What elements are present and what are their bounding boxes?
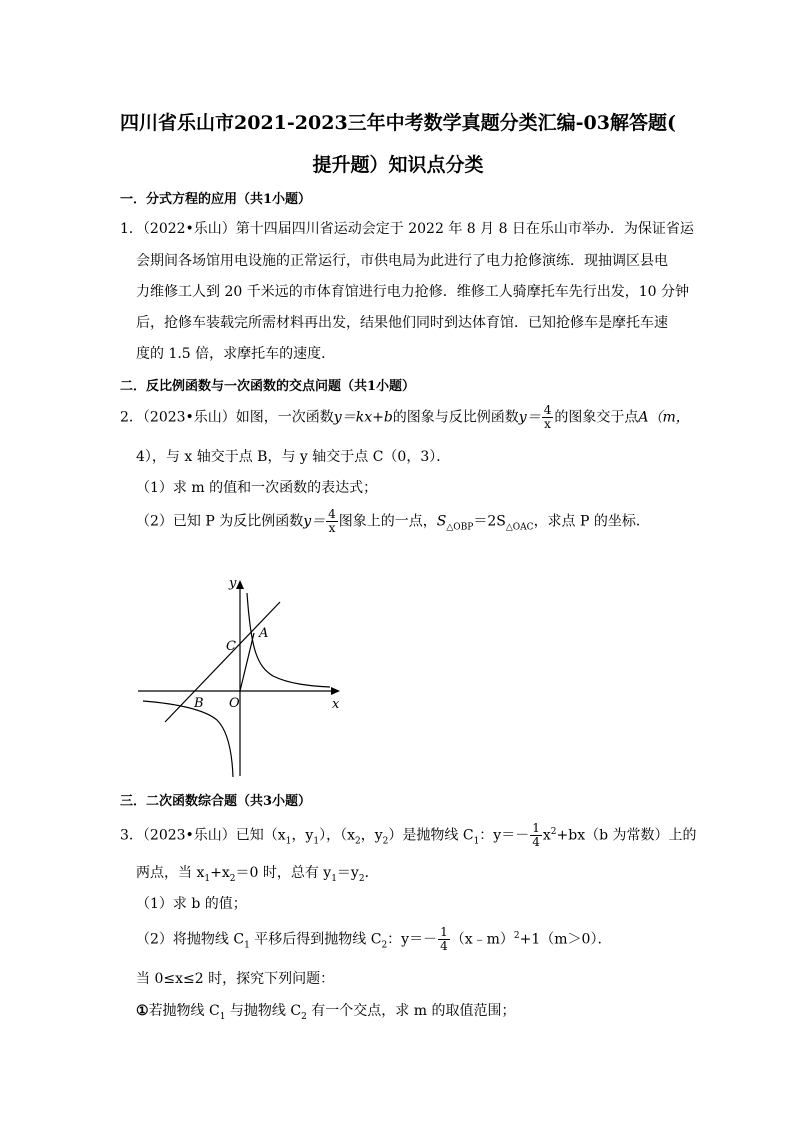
section-heading-2: 二．反比例函数与一次函数的交点问题（共1小题）: [120, 379, 416, 394]
page-title-line-2: 提升题）知识点分类: [312, 154, 484, 176]
q2-sub-1: （1）求 m 的值和一次函数的表达式；: [136, 480, 378, 496]
point-a-label: A: [259, 626, 269, 641]
q1-line-4: 后，抢修车装载完所需材料再出发，结果他们同时到达体育馆．已知抢修车是摩托车速: [136, 315, 668, 331]
q3-fraction-1-over-4: $\frac{1}{4}$: [532, 821, 540, 849]
origin-label: O: [229, 696, 240, 711]
q3-line-1: 3．（2023•乐山）已知（$x_1$，$y_1$），（$x_2$，$y_2$）是抛物线 $C_1$：y＝－ $\frac{1}{4}$ $x^2+bx(b$ 为常数）上的: [120, 821, 697, 849]
circled-one-icon: ①: [136, 1003, 149, 1019]
q2-line-2: 4），与 x 轴交于点 B，与 y 轴交于点 C（0，3）．: [136, 449, 451, 465]
y-axis-arrow-icon: [236, 580, 244, 589]
hyperbola-branch-2: [143, 701, 233, 777]
x-axis-arrow-icon: [331, 687, 340, 695]
q2-line-1: 2．（2023•乐山）如图，一次函数y＝kx+b的图象与反比例函数y＝ $\frac{4}{x}$ 的图象交于点A（m，: [120, 403, 690, 431]
q1-line-2: 会期间各场馆用电设施的正常运行，市供电局为此进行了电力抢修演练．现抽调区县电: [136, 253, 668, 269]
q3-fraction-1-over-4-b: $\frac{1}{4}$: [440, 925, 448, 953]
y-axis-label: y: [229, 576, 237, 591]
q2-sub-2: （2）已知 P 为反比例函数y＝ $\frac{4}{x}$ 图象上的一点，$S_{\triangle OBP}=2S_{\triangle OAC}$，求点 P 的坐标．: [136, 507, 650, 535]
q3-sub-2: （2）将抛物线 $C_1$ 平移后得到抛物线 $C_2$：y＝－ $\frac{1}{4}$ （x﹣m）$^2$+1（m＞0）．: [136, 925, 612, 953]
section-heading-1: 一．分式方程的应用（共1小题）: [120, 192, 312, 207]
q2-figure: [135, 570, 350, 780]
q3-item-1: ①若抛物线 $C_1$ 与抛物线 $C_2$ 有一个交点，求 m 的取值范围；: [136, 1003, 516, 1022]
x-axis-label: x: [332, 697, 340, 712]
q3-line-2: 两点，当 $x_1+x_2=0$ 时，总有 $y_1=y_2$．: [136, 865, 379, 884]
q2-fraction-4-over-x: $\frac{4}{x}$: [543, 403, 552, 431]
page-title-line-1: 四川省乐山市2021-2023三年中考数学真题分类汇编-03解答题(: [120, 112, 676, 134]
q1-line-5: 度的 1.5 倍，求摩托车的速度．: [136, 346, 336, 362]
section-heading-3: 三．二次函数综合题（共3小题）: [120, 794, 312, 809]
point-c-label: C: [226, 639, 236, 654]
q2-fraction-4-over-x-b: $\frac{4}{x}$: [328, 507, 336, 535]
point-b-label: B: [194, 696, 204, 711]
q3-line-5: 当 0≤x≤2 时，探究下列问题：: [136, 971, 335, 987]
q3-sub-1: （1）求 b 的值；: [136, 896, 247, 912]
q1-line-1: 1．（2022•乐山）第十四届四川省运动会定于 2022 年 8 月 8 日在乐山市举办．为保证省运: [120, 221, 694, 237]
q1-line-3: 力维修工人到 20 千米远的市体育馆进行电力抢修．维修工人骑摩托车先行出发，10 分钟: [136, 284, 689, 300]
linear-function-line: [165, 602, 280, 722]
